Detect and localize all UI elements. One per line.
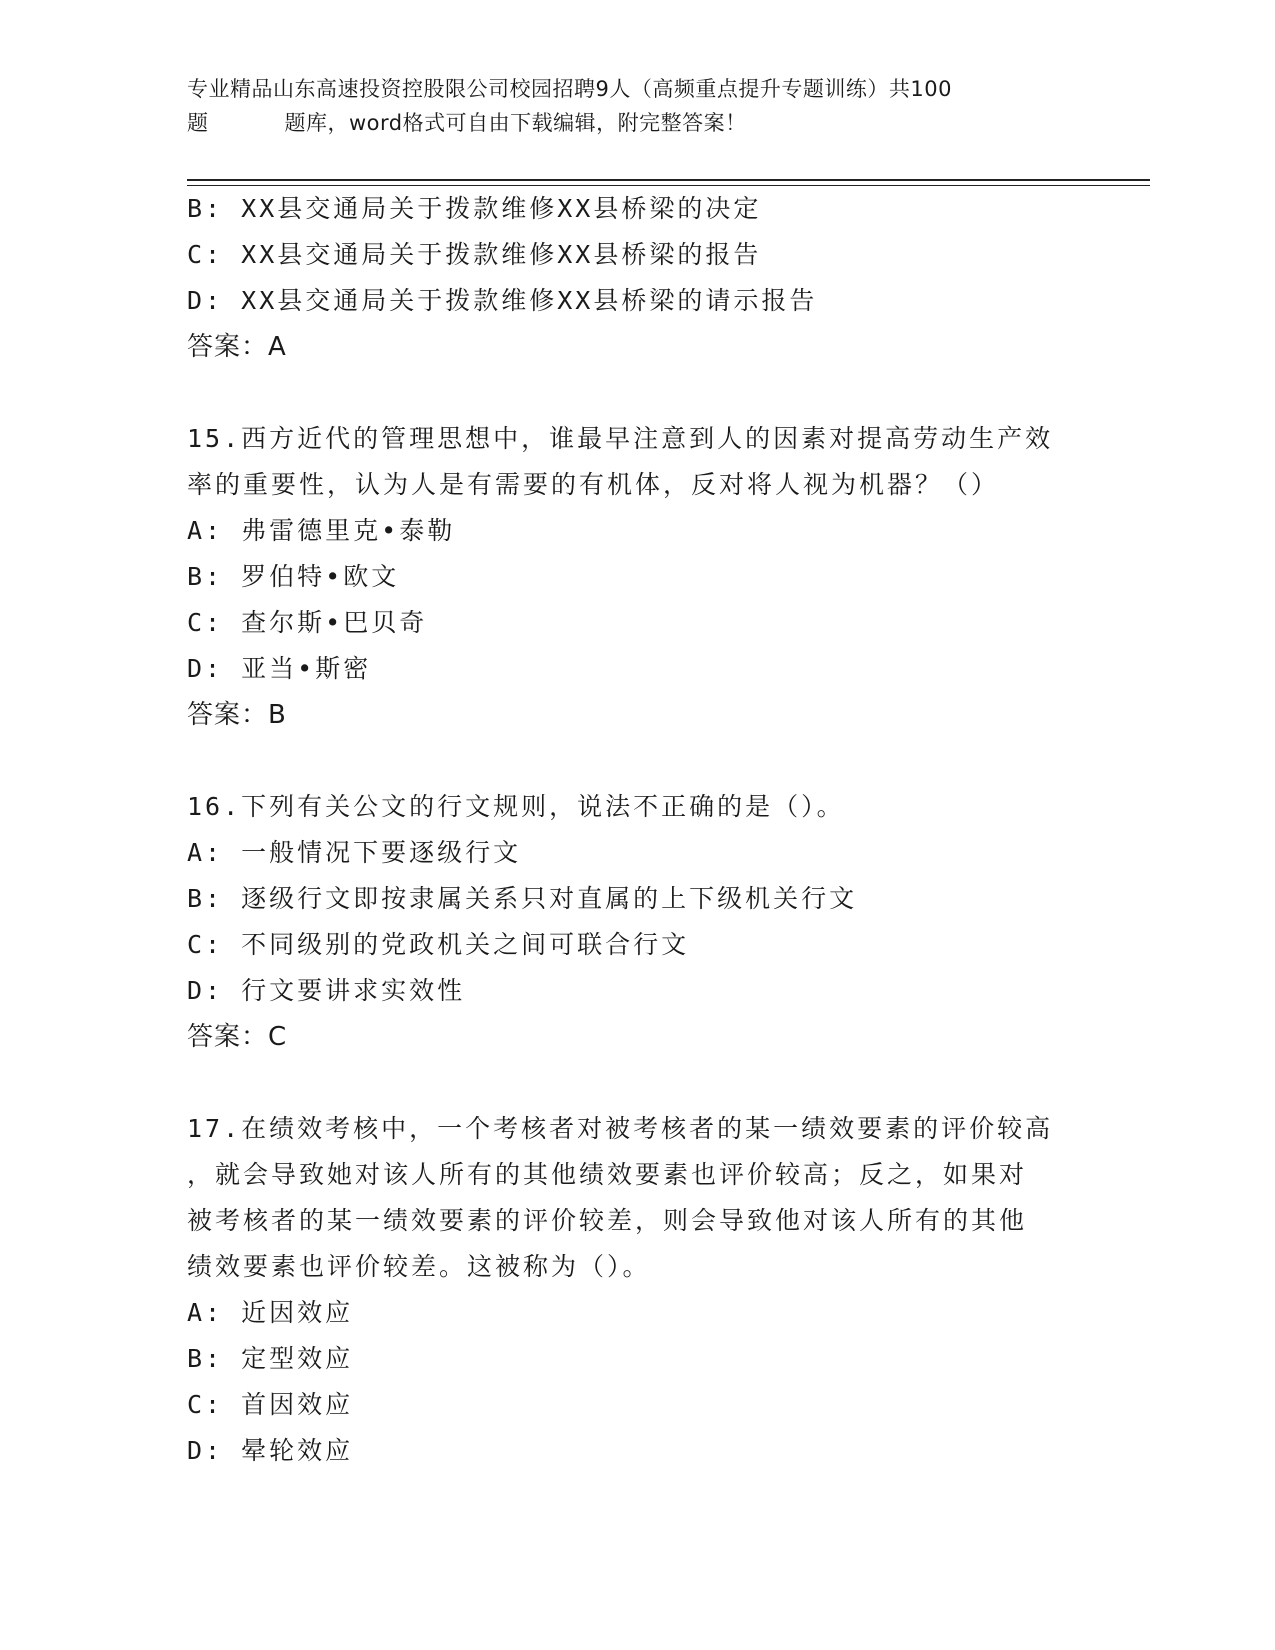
- option-b: B: 定型效应: [187, 1344, 354, 1373]
- question-stem-line: 15.西方近代的管理思想中，谁最早注意到人的因素对提高劳动生产效: [187, 424, 1054, 453]
- question-stem-line: 率的重要性，认为人是有需要的有机体，反对将人视为机器？（）: [187, 470, 1000, 499]
- question-stem-line: 绩效要素也评价较差。这被称为（）。: [187, 1252, 651, 1281]
- question-content: [187, 186, 1087, 1474]
- question-stem-line: 被考核者的某一绩效要素的评价较差，则会导致他对该人所有的其他: [187, 1206, 1028, 1235]
- page-header: [187, 72, 1087, 140]
- header-title-line-2: [187, 106, 1087, 140]
- option-c: C: XX县交通局关于拨款维修XX县桥梁的报告: [187, 240, 762, 269]
- answer: 答案：A: [187, 332, 287, 362]
- question-stem-line: 16.下列有关公文的行文规则，说法不正确的是（）。: [187, 792, 845, 821]
- option-c: C: 不同级别的党政机关之间可联合行文: [187, 930, 690, 959]
- question-14-tail: [187, 186, 1087, 370]
- option-b: B: 罗伯特•欧文: [187, 562, 400, 591]
- header-line-2-start: 题: [187, 111, 209, 135]
- option-b: B: XX县交通局关于拨款维修XX县桥梁的决定: [187, 194, 762, 223]
- option-c: C: 查尔斯•巴贝奇: [187, 608, 428, 637]
- header-title-line-1: 专业精品山东高速投资控股限公司校园招聘9人（高频重点提升专题训练）共100: [187, 77, 952, 101]
- option-a: A: 一般情况下要逐级行文: [187, 838, 522, 867]
- option-d: D: 行文要讲求实效性: [187, 976, 466, 1005]
- answer: 答案：C: [187, 1022, 288, 1052]
- question-17: [187, 1106, 1087, 1474]
- header-divider-thick: [187, 179, 1150, 181]
- option-b: B: 逐级行文即按隶属关系只对直属的上下级机关行文: [187, 884, 858, 913]
- option-a: A: 近因效应: [187, 1298, 354, 1327]
- question-stem-line: 17.在绩效考核中，一个考核者对被考核者的某一绩效要素的评价较高: [187, 1114, 1054, 1143]
- question-15: [187, 416, 1087, 738]
- option-c: C: 首因效应: [187, 1390, 354, 1419]
- question-stem-line: ，就会导致她对该人所有的其他绩效要素也评价较高；反之，如果对: [187, 1160, 1028, 1189]
- answer: 答案：B: [187, 700, 287, 730]
- option-d: D: 亚当•斯密: [187, 654, 372, 683]
- question-16: [187, 784, 1087, 1060]
- option-a: A: 弗雷德里克•泰勒: [187, 516, 456, 545]
- option-d: D: 晕轮效应: [187, 1436, 354, 1465]
- header-line-2-rest: 题库，word格式可自由下载编辑，附完整答案！: [284, 111, 747, 135]
- option-d: D: XX县交通局关于拨款维修XX县桥梁的请示报告: [187, 286, 818, 315]
